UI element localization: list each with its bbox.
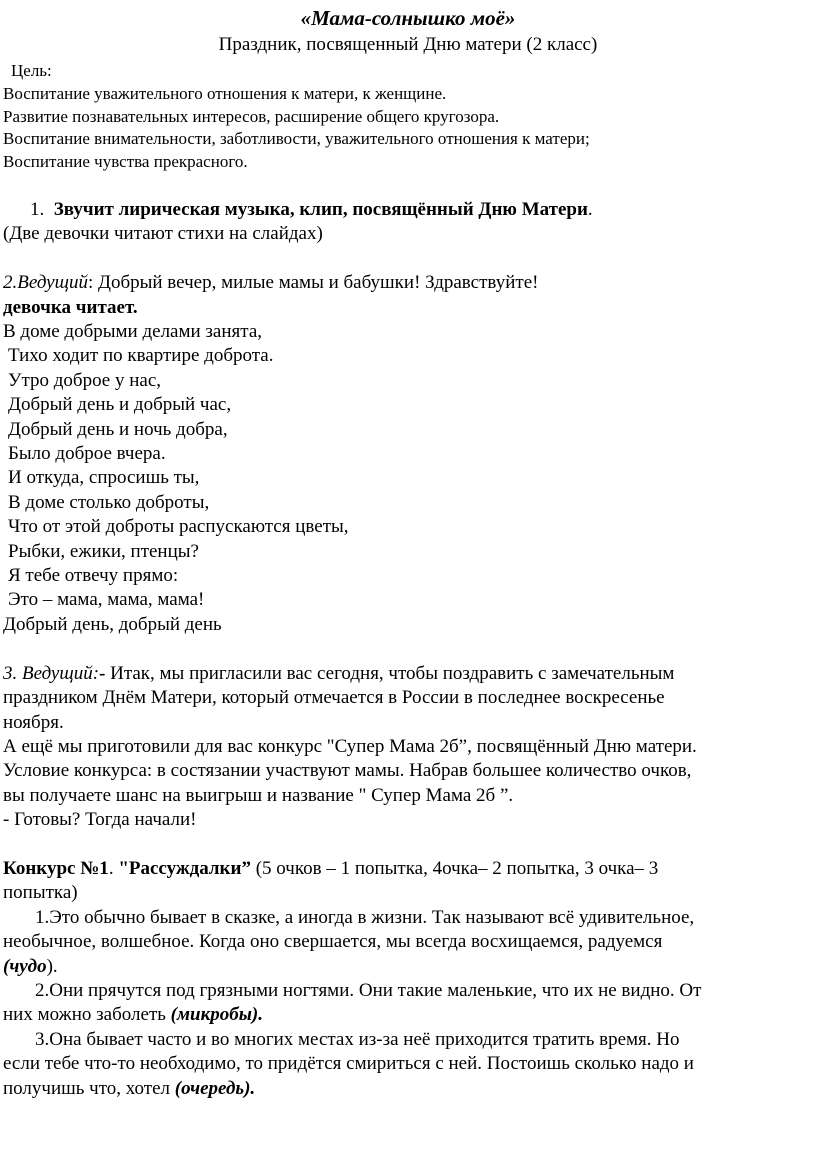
- verse-first: В доме добрыми делами занята,: [3, 321, 262, 343]
- verse-line: Добрый день и ночь добра,: [8, 418, 228, 440]
- verse-line: Утро доброе у нас,: [8, 369, 162, 391]
- verse-line: Что от этой доброты распускаются цветы,: [8, 516, 349, 538]
- item-1-note: (Две девочки читают стихи на слайдах): [3, 223, 323, 245]
- question-3-text: получишь что, хотел: [3, 1077, 175, 1099]
- item-1-number: 1.: [30, 199, 45, 220]
- question-2: 2.Они прячутся под грязными ногтями. Они такие маленькие, что их не видно. От: [35, 979, 702, 1001]
- document-title: «Мама-солнышко моё»: [300, 6, 516, 30]
- verse-line: Я тебе отвечу прямо:: [8, 565, 179, 587]
- item-1: [3, 198, 811, 222]
- verse-last: Добрый день, добрый день: [3, 613, 222, 635]
- contest-intro: А ещё мы приготовили для вас конкурс "Супер Мама 2б”, посвящённый Дню матери.: [3, 735, 697, 757]
- question-2-cont: [3, 1003, 811, 1027]
- contest-1-sep: .: [108, 857, 119, 879]
- verse-line: Это – мама, мама, мама!: [8, 589, 205, 611]
- answer-3: (очередь).: [174, 1077, 256, 1099]
- question-1-answer-line: [3, 955, 811, 979]
- contest-1-rules: попытка): [3, 882, 78, 904]
- contest-1-rules: (5 очков – 1 попытка, 4очка– 2 попытка, 3 очка– 3: [250, 857, 659, 879]
- answer-1-end: ).: [46, 955, 58, 977]
- document-body: [3, 198, 811, 1101]
- contest-1-label: Конкурс №1: [3, 857, 109, 879]
- host-2-label: 2.Ведущий: [3, 272, 88, 294]
- goal-line: Воспитание чувства прекрасного.: [3, 152, 248, 172]
- verse-line: В доме столько доброты,: [8, 491, 210, 513]
- girl-reads: девочка читает.: [3, 296, 138, 318]
- answer-1: (чудо: [3, 955, 47, 977]
- question-3-cont: если тебе что-то необходимо, то придётся смириться с ней. Постоишь сколько надо и: [3, 1053, 694, 1075]
- host-2-line: [3, 271, 811, 295]
- question-3-cont: [3, 1077, 811, 1101]
- ready-line: - Готовы? Тогда начали!: [3, 809, 197, 831]
- verse-line: Тихо ходит по квартире доброта.: [8, 345, 274, 367]
- contest-1-name: "Рассуждалки”: [118, 857, 251, 879]
- goal-line: Воспитание внимательности, заботливости, уважительного отношения к матери;: [3, 129, 590, 149]
- document-subtitle: Праздник, посвященный Дню матери (2 класс): [218, 34, 598, 55]
- question-2-text: них можно заболеть: [3, 1004, 171, 1026]
- question-1: 1.Это обычно бывает в сказке, а иногда в жизни. Так называют всё удивительное,: [35, 906, 695, 928]
- verse-line: Было доброе вчера.: [8, 443, 166, 465]
- goal-line: Воспитание уважительного отношения к матери, к женщине.: [3, 83, 447, 103]
- answer-2: (микробы).: [170, 1004, 263, 1026]
- verse-line: Добрый день и добрый час,: [8, 394, 232, 416]
- contest-intro: вы получаете шанс на выигрыш и название " Супер Мама 2б ”.: [3, 784, 514, 806]
- verse-line: И откуда, спросишь ты,: [8, 467, 200, 489]
- host-3-line: праздником Днём Матери, который отмечается в России в последнее воскресенье: [3, 687, 665, 709]
- question-3: 3.Она бывает часто и во многих местах из-за неё приходится тратить время. Но: [35, 1028, 680, 1050]
- goal-line: Развитие познавательных интересов, расширение общего кругозора.: [3, 106, 500, 126]
- host-3-line: ноября.: [3, 711, 64, 733]
- host-2-text: : Добрый вечер, милые мамы и бабушки! Здравствуйте!: [87, 272, 539, 294]
- contest-1-heading: [3, 857, 811, 881]
- item-1-period: .: [587, 199, 593, 220]
- goal-heading: Цель:: [11, 61, 52, 80]
- item-1-title: Звучит лирическая музыка, клип, посвящённый Дню Матери: [53, 199, 588, 220]
- host-3-label: 3. Ведущий:: [3, 662, 100, 684]
- goal-section: [3, 60, 813, 174]
- host-3-line: [3, 662, 811, 686]
- host-3-text: Итак, мы пригласили вас сегодня, чтобы поздравить с замечательным: [105, 662, 675, 684]
- host-3-dash: -: [99, 662, 106, 684]
- verse-line: Рыбки, ежики, птенцы?: [8, 540, 199, 562]
- contest-intro: Условие конкурса: в состязании участвуют мамы. Набрав большее количество очков,: [3, 760, 692, 782]
- question-1-cont: необычное, волшебное. Когда оно свершается, мы всегда восхищаемся, радуемся: [3, 931, 663, 953]
